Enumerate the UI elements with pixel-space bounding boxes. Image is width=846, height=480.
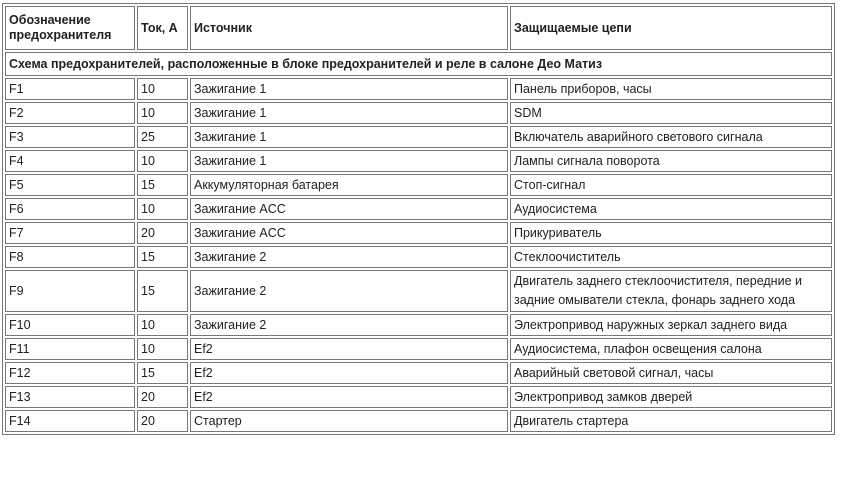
cell-fuse: F6: [5, 198, 135, 220]
cell-current: 15: [137, 270, 188, 312]
cell-circuits: Двигатель заднего стеклоочистителя, передние и задние омыватели стекла, фонарь заднего хода: [510, 270, 832, 312]
table-row: [5, 150, 832, 172]
cell-current: 20: [137, 386, 188, 408]
cell-fuse: F13: [5, 386, 135, 408]
table-row: [5, 222, 832, 244]
cell-source: Зажигание 1: [190, 78, 508, 100]
cell-current: 10: [137, 338, 188, 360]
cell-source: Зажигание 1: [190, 126, 508, 148]
header-fuse: Обозначение предохранителя: [5, 6, 135, 50]
cell-current: 20: [137, 410, 188, 432]
table-row: [5, 102, 832, 124]
cell-source: Зажигание ACC: [190, 222, 508, 244]
cell-source: Зажигание 2: [190, 246, 508, 268]
header-row: [5, 6, 832, 50]
cell-circuits: Двигатель стартера: [510, 410, 832, 432]
cell-circuits: Стеклоочиститель: [510, 246, 832, 268]
cell-circuits: Панель приборов, часы: [510, 78, 832, 100]
cell-fuse: F14: [5, 410, 135, 432]
cell-source: Зажигание 1: [190, 150, 508, 172]
cell-current: 10: [137, 198, 188, 220]
cell-source: Ef2: [190, 386, 508, 408]
cell-source: Ef2: [190, 338, 508, 360]
fuse-table: [2, 3, 835, 435]
cell-current: 15: [137, 362, 188, 384]
table-row: [5, 126, 832, 148]
cell-circuits: Включатель аварийного светового сигнала: [510, 126, 832, 148]
cell-circuits: Электропривод замков дверей: [510, 386, 832, 408]
cell-fuse: F5: [5, 174, 135, 196]
cell-current: 20: [137, 222, 188, 244]
cell-source: Зажигание 1: [190, 102, 508, 124]
cell-current: 25: [137, 126, 188, 148]
cell-current: 10: [137, 150, 188, 172]
table-row: [5, 362, 832, 384]
table-row: [5, 174, 832, 196]
cell-circuits: Аудиосистема, плафон освещения салона: [510, 338, 832, 360]
header-source: Источник: [190, 6, 508, 50]
fuse-table-body: [5, 6, 832, 432]
cell-circuits: SDM: [510, 102, 832, 124]
table-row: [5, 410, 832, 432]
cell-fuse: F1: [5, 78, 135, 100]
cell-fuse: F4: [5, 150, 135, 172]
table-row: [5, 78, 832, 100]
section-title: Схема предохранителей, расположенные в блоке предохранителей и реле в салоне Део Матиз: [5, 52, 832, 76]
cell-circuits: Стоп-сигнал: [510, 174, 832, 196]
cell-current: 10: [137, 102, 188, 124]
cell-source: Зажигание ACC: [190, 198, 508, 220]
cell-current: 15: [137, 246, 188, 268]
cell-fuse: F10: [5, 314, 135, 336]
cell-source: Аккумуляторная батарея: [190, 174, 508, 196]
table-row: [5, 314, 832, 336]
cell-fuse: F9: [5, 270, 135, 312]
cell-circuits: Прикуриватель: [510, 222, 832, 244]
cell-fuse: F2: [5, 102, 135, 124]
cell-fuse: F8: [5, 246, 135, 268]
table-row: [5, 386, 832, 408]
cell-circuits: Аварийный световой сигнал, часы: [510, 362, 832, 384]
table-row: [5, 338, 832, 360]
header-current: Ток, А: [137, 6, 188, 50]
cell-source: Зажигание 2: [190, 270, 508, 312]
cell-source: Ef2: [190, 362, 508, 384]
cell-current: 15: [137, 174, 188, 196]
header-circuits: Защищаемые цепи: [510, 6, 832, 50]
cell-current: 10: [137, 314, 188, 336]
cell-source: Зажигание 2: [190, 314, 508, 336]
cell-source: Стартер: [190, 410, 508, 432]
cell-fuse: F12: [5, 362, 135, 384]
cell-fuse: F3: [5, 126, 135, 148]
cell-fuse: F11: [5, 338, 135, 360]
cell-circuits: Электропривод наружных зеркал заднего вида: [510, 314, 832, 336]
table-row: [5, 198, 832, 220]
cell-circuits: Лампы сигнала поворота: [510, 150, 832, 172]
table-row: [5, 270, 832, 312]
table-row: [5, 246, 832, 268]
cell-current: 10: [137, 78, 188, 100]
fuse-table-container: [2, 3, 835, 435]
cell-circuits: Аудиосистема: [510, 198, 832, 220]
cell-fuse: F7: [5, 222, 135, 244]
section-row: [5, 52, 832, 76]
